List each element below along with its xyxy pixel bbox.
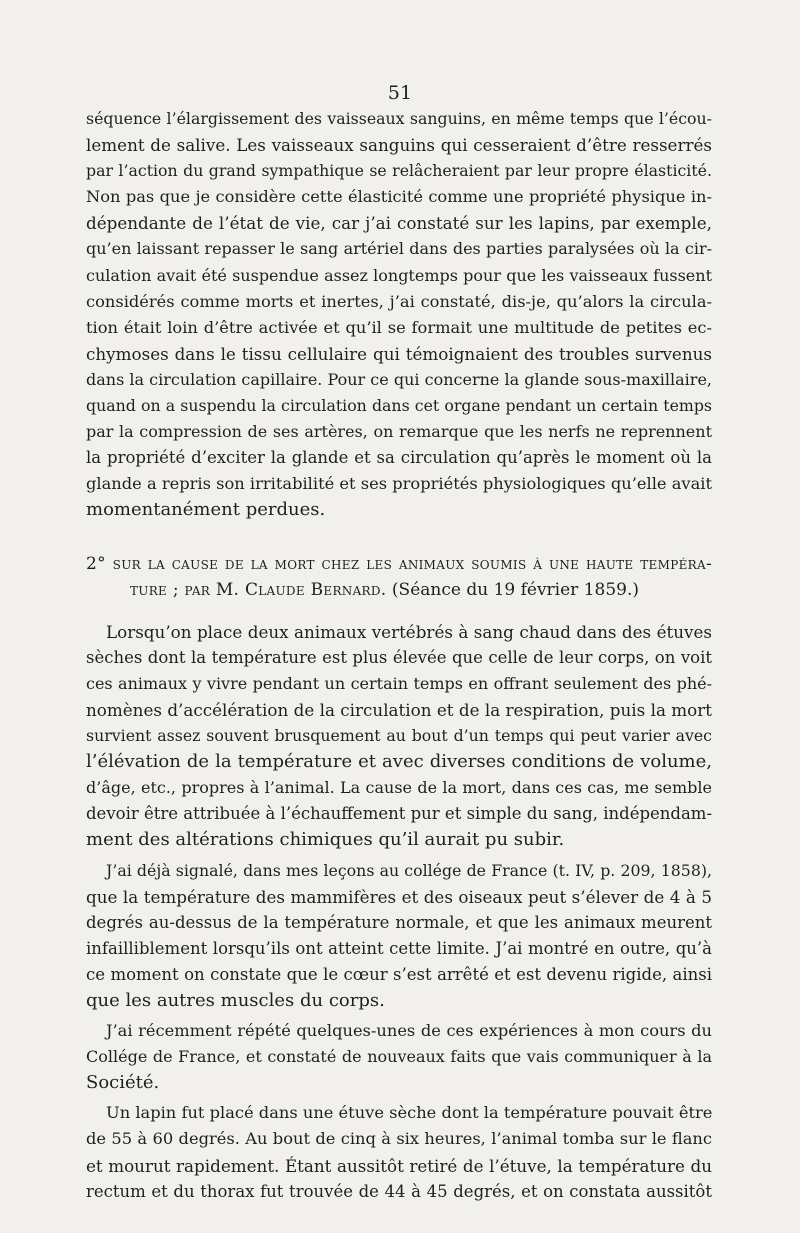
text-line: séquence l’élargissement des vaisseaux sanguins, en même temps que l’écou- — [86, 109, 712, 128]
text-line: et mourut rapidement. Étant aussitôt retiré de l’étuve, la température du — [86, 1155, 712, 1176]
text-line: que les autres muscles du corps. — [86, 990, 385, 1011]
body-text — [86, 106, 712, 1209]
heading-line — [86, 577, 712, 603]
text-line: J’ai déjà signalé, dans mes leçons au collége de France (t. IV, p. 209, 1858), — [106, 860, 712, 880]
text-line: Lorsqu’on place deux animaux vertébrés à sang chaud dans des étuves — [106, 621, 712, 642]
paragraph — [86, 858, 712, 1015]
text-line: nomènes d’accélération de la circulation et de la respiration, puis la mort — [86, 699, 712, 720]
text-line: Non pas que je considère cette élasticité comme une propriété physique in- — [86, 187, 712, 207]
text-line: infailliblement lorsqu’ils ont atteint cette limite. J’ai montré en outre, qu’à — [86, 938, 712, 958]
text-line: dans la circulation capillaire. Pour ce qui concerne la glande sous-maxillaire, — [86, 369, 712, 389]
paragraph — [86, 619, 712, 854]
text-line: dépendante de l’état de vie, car j’ai constaté sur les lapins, par exemple, — [86, 213, 712, 234]
text-line: momentanément perdues. — [86, 499, 326, 521]
text-line: que la température des mammifères et des oiseaux peut s’élever de 4 à 5 — [86, 886, 712, 907]
text-line: l’élévation de la température et avec diverses conditions de volume, — [86, 751, 712, 773]
text-line: qu’en laissant repasser le sang artériel dans des parties paralysées où la cir- — [86, 239, 712, 259]
page-number: 51 — [387, 82, 413, 104]
text-line: par la compression de ses artères, on remarque que les nerfs ne reprennent — [86, 422, 712, 442]
paragraph — [86, 106, 712, 524]
text-line: Un lapin fut placé dans une étuve sèche dont la température pouvait être — [106, 1103, 713, 1123]
text-line: d’âge, etc., propres à l’animal. La cause de la mort, dans ces cas, me semble — [86, 778, 712, 798]
text-line: la propriété d’exciter la glande et sa circulation qu’après le moment où la — [86, 448, 712, 468]
text-line: lement de salive. Les vaisseaux sanguins qui cesseraient d’être resserrés — [86, 135, 712, 156]
text-line: rectum et du thorax fut trouvée de 44 à 45 degrés, et on constata aussitôt — [86, 1181, 712, 1201]
text-line: considérés comme morts et inertes, j’ai constaté, dis-je, qu’alors la circula- — [86, 291, 712, 311]
text-line: devoir être attribuée à l’échauffement pur et simple du sang, indépendam- — [86, 804, 713, 824]
text-line: par l’action du grand sympathique se relâcheraient par leur propre élasticité. — [86, 161, 712, 181]
text-line: glande a repris son irritabilité et ses propriétés physiologiques qu’elle avait — [86, 474, 712, 494]
text-line: sèches dont la température est plus élevée que celle de leur corps, on voit — [86, 647, 712, 667]
text-line: degrés au-dessus de la température normale, et que les animaux meurent — [86, 912, 712, 932]
text-line: survient assez souvent brusquement au bout d’un temps qui peut varier avec — [86, 726, 712, 746]
text-line: chymoses dans le tissu cellulaire qui témoignaient des troubles survenus — [86, 343, 712, 364]
paragraph — [86, 1018, 712, 1096]
text-line: Collége de France, et constaté de nouveaux faits que vais communiquer à la — [86, 1047, 712, 1067]
text-line: de 55 à 60 degrés. Au bout de cinq à six heures, l’animal tomba sur le flanc — [86, 1129, 712, 1149]
text-line: ce moment on constate que le cœur s’est arrêté et est devenu rigide, ainsi — [86, 964, 712, 984]
text-line: tion était loin d’être activée et qu’il se formait une multitude de petites ec- — [86, 317, 712, 337]
author-name: Claude Bernard. — [244, 579, 387, 600]
text-line: culation avait été suspendue assez longtemps pour que les vaisseaux fussent — [86, 265, 712, 285]
heading-prefix: ture ; par M. — [130, 579, 245, 600]
text-line: ces animaux y vivre pendant un certain temps en offrant seulement des phé- — [86, 673, 712, 693]
paragraph — [86, 1100, 712, 1204]
text-line: J’ai récemment répété quelques-unes de ces expériences à mon cours du — [106, 1021, 712, 1041]
text-line: Société. — [86, 1072, 160, 1094]
heading-line: 2° sur la cause de la mort chez les animaux soumis à une haute tempéra- — [86, 553, 712, 574]
text-line: quand on a suspendu la circulation dans cet organe pendant un certain temps — [86, 396, 712, 416]
text-line: ment des altérations chimiques qu’il aurait pu subir. — [86, 829, 565, 851]
section-heading — [86, 551, 712, 603]
session-date: (Séance du 19 février 1859.) — [386, 579, 640, 600]
